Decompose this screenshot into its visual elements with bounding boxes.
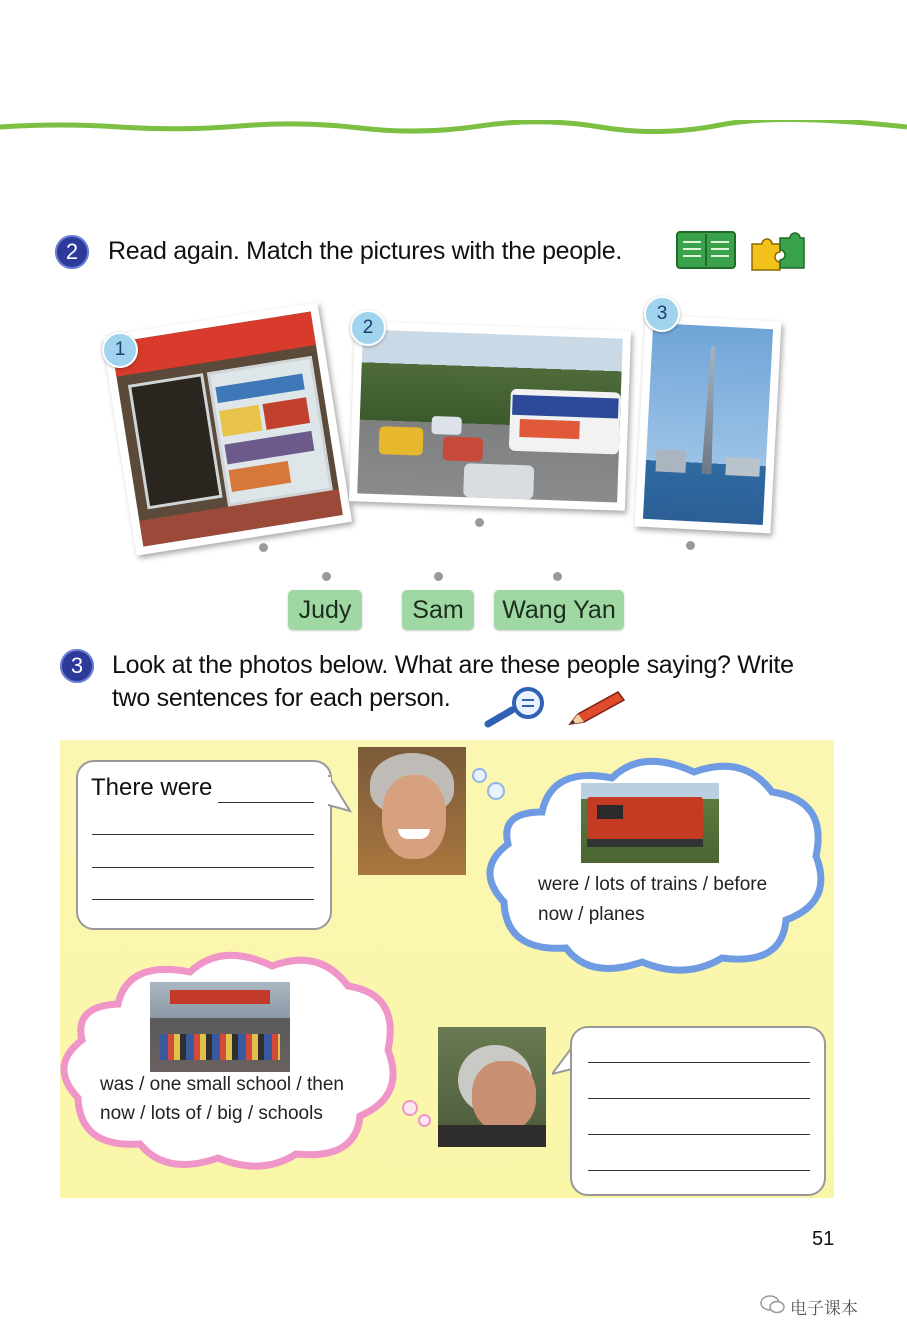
writing-line[interactable] [588, 1170, 810, 1171]
name-tag-sam: Sam [402, 590, 474, 630]
writing-line[interactable] [218, 802, 314, 803]
footer-label: 电子课本 [790, 1299, 858, 1318]
photo-street [349, 321, 631, 511]
match-dot-photo-1[interactable] [259, 543, 268, 552]
thought-dot [418, 1114, 431, 1127]
name-tag-wang-yan: Wang Yan [494, 590, 624, 630]
match-dot-wang-yan[interactable] [553, 572, 562, 581]
exercise-3-number: 3 [60, 649, 94, 683]
photo-2-badge: 2 [350, 310, 386, 346]
exercise-3-instruction-line1: Look at the photos below. What are these people saying? Write [112, 651, 794, 679]
photo-3-badge: 3 [644, 296, 680, 332]
match-dot-photo-3[interactable] [686, 541, 695, 550]
page-number: 51 [812, 1228, 835, 1250]
name-tag-judy: Judy [288, 590, 362, 630]
writing-box-1[interactable] [76, 760, 332, 930]
photo-man [438, 1027, 546, 1147]
photo-school [150, 982, 290, 1072]
exercise-3-instruction-line2: two sentences for each person. [112, 684, 451, 712]
photo-train [581, 783, 719, 863]
photo-kiosk [102, 302, 352, 555]
open-book-icon [676, 231, 736, 269]
writing-box-1-starter: There were [91, 774, 213, 801]
photo-tower [635, 315, 782, 534]
exercise-2-number: 2 [55, 235, 89, 269]
thought-dot [402, 1100, 418, 1116]
writing-line[interactable] [588, 1098, 810, 1099]
match-dot-sam[interactable] [434, 572, 443, 581]
exercise-2-instruction: Read again. Match the pictures with the people. [108, 237, 623, 265]
header-divider [0, 120, 907, 134]
puzzle-icon [748, 232, 806, 272]
speech-tail-1 [328, 775, 352, 815]
cloud-2-line2: now / lots of / big / schools [100, 1103, 323, 1124]
writing-line[interactable] [92, 834, 314, 835]
magnifier-icon [482, 686, 552, 730]
photo-1-badge: 1 [102, 332, 138, 368]
photo-woman [358, 747, 466, 875]
writing-box-2[interactable] [570, 1026, 826, 1196]
writing-line[interactable] [588, 1062, 810, 1063]
writing-line[interactable] [588, 1134, 810, 1135]
wechat-icon [760, 1294, 786, 1314]
match-dot-photo-2[interactable] [475, 518, 484, 527]
cloud-1-line1: were / lots of trains / before [538, 874, 768, 895]
cloud-2-line1: was / one small school / then [100, 1074, 344, 1095]
pencil-icon [566, 688, 628, 728]
writing-line[interactable] [92, 867, 314, 868]
match-dot-judy[interactable] [322, 572, 331, 581]
cloud-1-line2: now / planes [538, 904, 645, 925]
writing-line[interactable] [92, 899, 314, 900]
